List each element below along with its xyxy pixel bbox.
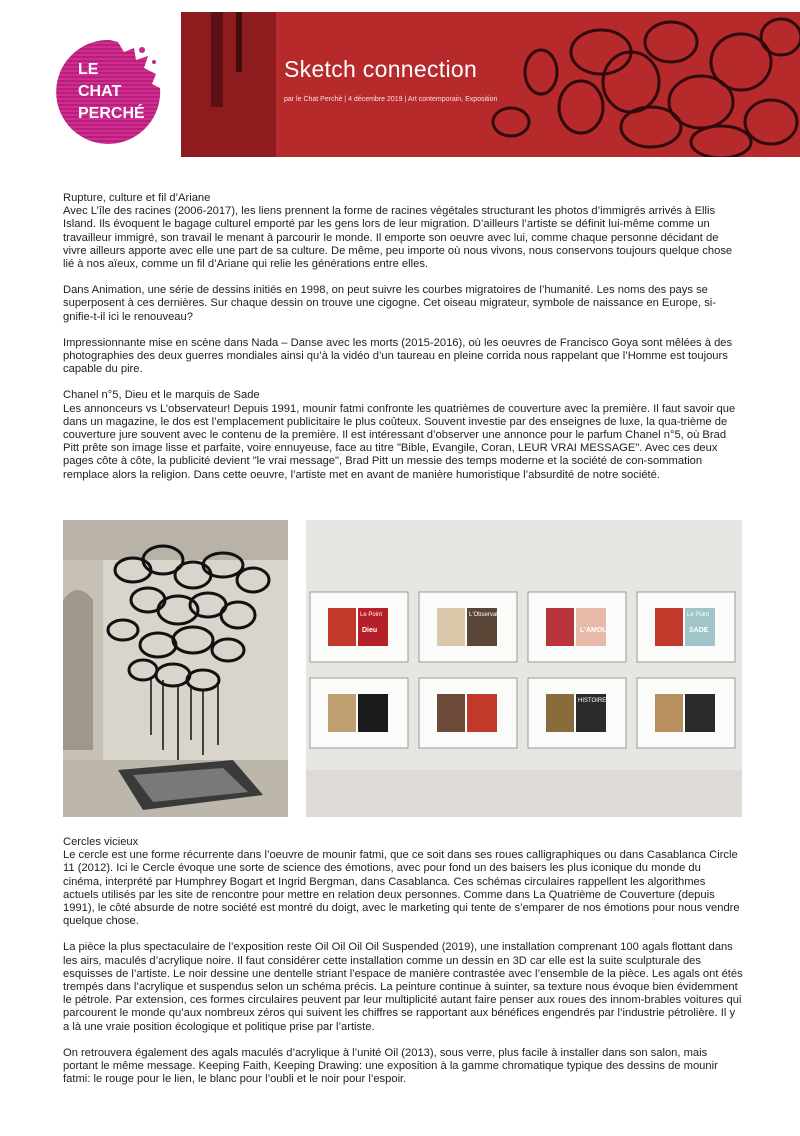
framed-cover [637, 592, 735, 662]
framed-cover [528, 678, 626, 748]
framed-cover [419, 678, 517, 748]
paragraph: Avec L’île des racines (2006-2017), les liens prennent la forme de racines végétales structurant les photos d’immigrés arrivés à Ellis Island. Ils évoquent le bagage culturel emporté par les gens lors de leur migration. D’ailleurs l’artiste se définit lui-même comme un travailleur immigré, son travail le menant à parcourir le monde. Il emporte son oeuvre avec lui, comme chaque personne décidant de vivre ailleurs apporte avec elle une part de sa culture. De même, peu importe où nous vivons, nous conservons toujours quelque chose lié à nos aïeux, comme un fil d’Ariane qui relie les générations entre elles. [63, 205, 733, 271]
banner-artwork [181, 12, 800, 157]
cover-title: HISTOIRE [578, 698, 607, 704]
paragraph: Les annonceurs vs L’observateur! Depuis 1991, mounir fatmi confronte les quatrièmes de couverture avec la première. Il faut savoir que dans un magazine, le dos est l’emplacement publicitaire le plus coûteux. Souvent investie par des enseignes de luxe, la qua-trième de couverture jure souvent avec le contenu de la première. Il est intéressant d’observer une annonce pour le parfum Chanel n°5, où Brad Pitt prête son image lisse et parfaite, voire ennuyeuse, face au titre "Bible, Evangile, Coran, LEUR VRAI MESSAGE". Avec ces deux pages côte à côte, la publicité devient "le vrai message", Brad Pitt un messie des temps moderne et la société de con-sommation remplace alors la religion. Dans cette oeuvre, l’artiste met en avant de manière humoristique l’absurdité de notre société. [63, 402, 736, 481]
cover-title: Le Point [360, 612, 383, 618]
cover-word: SADE [689, 627, 709, 634]
framed-cover [310, 592, 408, 662]
section-cercles [63, 836, 743, 1086]
page-title: Sketch connection [284, 56, 478, 82]
framed-cover [419, 592, 517, 662]
paragraph: Impressionnante mise en scène dans Nada – Danse avec les morts (2015-2016), où les oeuvres de Francisco Goya sont mêlées à des photographies des deux guerres mondiales ainsi qu’à la vidéo d’un taureau en pleine corrida nous rappelant que l’Homme est toujours capable du pire. [63, 336, 733, 376]
section-rupture [63, 192, 743, 482]
logo[interactable] [56, 38, 164, 146]
framed-cover [528, 592, 626, 662]
framed-covers-photo [306, 520, 742, 817]
logo-line3: PERCHÉ [78, 105, 145, 122]
installation-photo [63, 520, 288, 817]
section-heading: Rupture, culture et fil d’Ariane [63, 192, 211, 204]
logo-line2: CHAT [78, 83, 122, 100]
section-heading: Chanel n°5, Dieu et le marquis de Sade [63, 389, 260, 402]
paragraph: Le cercle est une forme récurrente dans l’oeuvre de mounir fatmi, que ce soit dans ses roues calligraphiques ou dans Casablanca Circle 11 (2012). Ici le Cercle évoque une sorte de science des émotions, avec pour fond un des baisers les plus iconique du monde du cinéma, interprété par Humphrey Bogart et Ingrid Bergman, dans Casablanca. Ces schémas circulaires rappellent les algorithmes actuels utilisés par les site de rencontre pour mettre en relation deux personnes. Comme dans La Quatrième de Couverture (depuis 1991), le côté absurde de notre société est montré du doigt, avec le marketing qui tente de s’emparer de nos émotions pour nous vendre quelque chose. [63, 849, 740, 928]
paragraph: On retrouvera également des agals maculés d’acrylique à l’unité Oil (2013), sous verre, plus facile à installer dans son salon, mais portant le même message. Keeping Faith, Keeping Drawing: une exposition à la gamme chromatique typique des dessins de mounir fatmi: le rouge pour le lien, le blanc pour l’oubli et le noir pour l’espoir. [63, 1046, 718, 1086]
framed-cover [310, 678, 408, 748]
paragraph: La pièce la plus spectaculaire de l’exposition reste Oil Oil Oil Oil Suspended (2019), une installation comprenant 100 agals flottant dans les airs, maculés d’acrylique noire. Il faut considérer cette installation comme un dessin en 3D car elle est la suite sculpturale des esquisses de l’artiste. Le noir dessine une dentelle striant l’espace de manière contrastée avec l’ensemble de la pièce. Les agals ont étés trempés dans l’acrylique et suspendus selon un schéma précis. La peinture continue à suinter, sa texture nous évoque bien évidemment le pétrole. Par extension, ces formes circulaires peuvent par leur multiplicité autant faire penser aux roues des innom-brables voitures qui parcourent le monde qu’aux nombreux zéros qui suivent les chiffres se rapportant aux bénéfices engendrés par l’industrie pétrolière. Il y a là une vraie position écologique et politique prise par l’artiste. [63, 941, 743, 1033]
cover-word: Dieu [362, 627, 378, 634]
header-banner [181, 12, 800, 157]
framed-cover [637, 678, 735, 748]
logo-line1: LE [78, 61, 99, 78]
section-heading: Cercles vicieux [63, 836, 139, 848]
post-meta: par le Chat Perché | 4 décembre 2019 | Art contemporain, Exposition [284, 96, 498, 103]
cover-title: L'Observateur [469, 612, 507, 618]
cover-title: Le Point [687, 612, 710, 618]
paragraph: Dans Animation, une série de dessins initiés en 1998, on peut suivre les courbes migratoires de l’humanité. Les noms des pays se superposent à ces dernières. Sur chaque dessin on trouve une cigogne. Cet oiseau migrateur, symbole de naissance en Europe, si-gnifie-t-il ici le renouveau? [63, 284, 716, 323]
cover-word: L'AMOUR [580, 627, 613, 634]
